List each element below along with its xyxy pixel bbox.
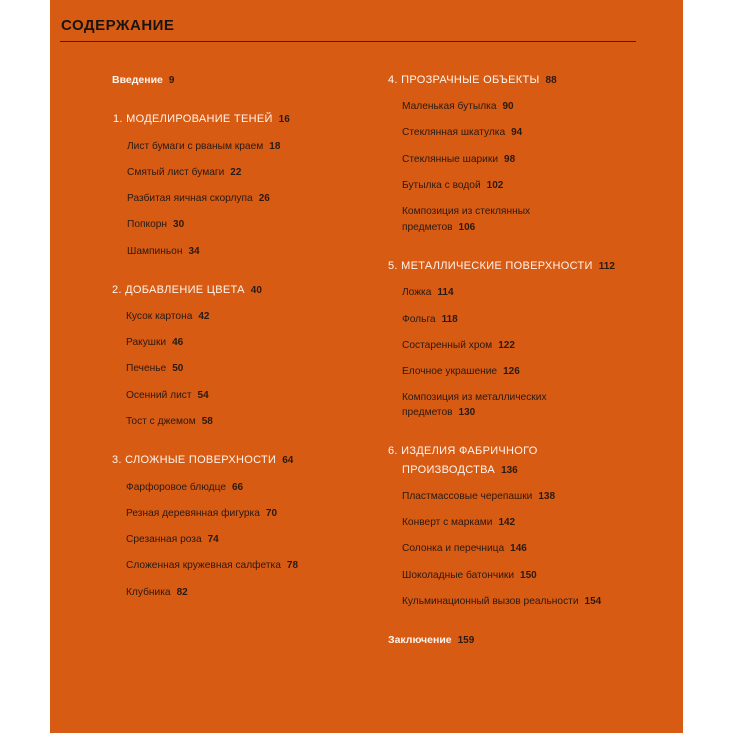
entry-page: 90 xyxy=(502,101,514,112)
entry-page: 122 xyxy=(498,340,515,351)
entry-page: 50 xyxy=(172,363,184,374)
entry-title: Кульминационный вызов реальности xyxy=(402,596,579,607)
entry-title: Стеклянная шкатулка xyxy=(402,127,506,138)
entry-page: 98 xyxy=(504,154,516,165)
toc-entry[interactable] xyxy=(126,531,219,547)
entry-title: Состаренный хром xyxy=(402,340,493,351)
entry-page: 46 xyxy=(172,337,184,348)
entry-page: 154 xyxy=(584,596,602,607)
entry-title: Разбитая яичная скорлупа xyxy=(127,193,253,204)
entry-title: Кусок картона xyxy=(126,311,193,322)
entry-title: Елочное украшение xyxy=(402,366,498,377)
toc-conclusion-title: Заключение xyxy=(388,634,452,646)
entry-page: 26 xyxy=(258,193,270,204)
entry-page: 74 xyxy=(207,534,219,545)
toc-chapter-5[interactable] xyxy=(388,258,615,274)
toc-entry[interactable] xyxy=(126,334,183,350)
toc-entry[interactable] xyxy=(402,514,515,530)
entry-page: 142 xyxy=(498,517,516,528)
entry-title: Тост с джемом xyxy=(126,416,196,427)
toc-entry-continued[interactable] xyxy=(402,404,475,420)
entry-title: Солонка и перечница xyxy=(402,543,505,554)
chapter-page: 40 xyxy=(250,285,262,296)
entry-title: Попкорн xyxy=(127,219,168,230)
entry-page: 18 xyxy=(269,141,281,152)
entry-title: Пластмассовые черепашки xyxy=(402,491,533,502)
entry-title: Шоколадные батончики xyxy=(402,570,515,581)
toc-entry[interactable] xyxy=(402,98,514,114)
entry-title: Лист бумаги с рваным краем xyxy=(127,141,264,152)
toc-entry[interactable] xyxy=(127,138,280,154)
entry-page: 126 xyxy=(503,366,520,377)
entry-page: 146 xyxy=(510,543,527,554)
toc-introduction[interactable] xyxy=(112,72,174,88)
toc-entry[interactable] xyxy=(402,567,537,583)
chapter-page: 16 xyxy=(278,114,290,125)
toc-chapter-1[interactable] xyxy=(113,111,290,127)
toc-entry[interactable] xyxy=(402,311,458,327)
entry-title: Бутылка с водой xyxy=(402,180,481,191)
toc-chapter-3[interactable] xyxy=(112,452,293,468)
toc-entry[interactable] xyxy=(126,557,298,573)
entry-title: Шампиньон xyxy=(127,246,183,257)
toc-entry[interactable] xyxy=(402,203,530,219)
toc-entry[interactable] xyxy=(126,360,183,376)
chapter-title-continued: ПРОИЗВОДСТВА xyxy=(402,464,496,476)
toc-chapter-6-continued[interactable] xyxy=(402,462,518,478)
toc-entry[interactable] xyxy=(126,505,277,521)
toc-entry[interactable] xyxy=(126,387,209,403)
toc-entry[interactable] xyxy=(402,363,520,379)
entry-page: 106 xyxy=(458,222,476,233)
entry-page: 42 xyxy=(198,311,210,322)
entry-title: Конверт с марками xyxy=(402,517,493,528)
toc-entry[interactable] xyxy=(402,284,454,300)
entry-title: Сложенная кружевная салфетка xyxy=(126,560,281,571)
toc-entry[interactable] xyxy=(402,177,503,193)
toc-entry-continued[interactable] xyxy=(402,219,475,235)
entry-page: 70 xyxy=(265,508,278,519)
entry-title-continued: предметов xyxy=(402,407,453,418)
entry-page: 138 xyxy=(538,491,556,502)
toc-entry[interactable] xyxy=(402,151,515,167)
entry-page: 82 xyxy=(176,587,188,598)
toc-introduction-page: 9 xyxy=(168,75,175,86)
entry-page: 66 xyxy=(231,482,244,493)
entry-page: 22 xyxy=(230,167,242,178)
toc-entry[interactable] xyxy=(127,190,270,206)
entry-title-continued: предметов xyxy=(402,222,453,233)
toc-entry[interactable] xyxy=(127,164,241,180)
toc-entry[interactable] xyxy=(126,584,188,600)
entry-page: 58 xyxy=(201,416,213,427)
toc-entry[interactable] xyxy=(402,389,547,405)
toc-entry[interactable] xyxy=(402,593,601,609)
toc-entry[interactable] xyxy=(127,243,200,259)
chapter-page: 136 xyxy=(501,465,518,476)
entry-title: Ракушки xyxy=(126,337,167,348)
entry-title: Композиция из стеклянных xyxy=(402,206,531,217)
chapter-page: 64 xyxy=(282,455,294,466)
entry-title: Смятый лист бумаги xyxy=(127,167,225,178)
entry-title: Печенье xyxy=(126,363,167,374)
toc-chapter-6[interactable] xyxy=(388,443,538,458)
toc-entry[interactable] xyxy=(127,216,184,232)
toc-chapter-4[interactable] xyxy=(388,72,557,88)
toc-entry[interactable] xyxy=(402,540,527,556)
entry-title: Ложка xyxy=(402,287,432,298)
entry-title: Композиция из металлических xyxy=(402,392,547,403)
chapter-page: 88 xyxy=(545,75,557,86)
entry-page: 94 xyxy=(511,127,523,138)
chapter-title: 1. МОДЕЛИРОВАНИЕ ТЕНЕЙ xyxy=(113,113,273,125)
entry-page: 78 xyxy=(286,560,299,571)
toc-chapter-2[interactable] xyxy=(112,282,262,298)
entry-title: Резная деревянная фигурка xyxy=(126,508,260,519)
entry-title: Стеклянные шарики xyxy=(402,154,499,165)
entry-title: Срезанная роза xyxy=(126,534,202,545)
chapter-title: 4. ПРОЗРАЧНЫЕ ОБЪЕКТЫ xyxy=(388,74,540,86)
entry-title: Маленькая бутылка xyxy=(402,101,497,112)
chapter-title: 6. ИЗДЕЛИЯ ФАБРИЧНОГО xyxy=(388,445,538,457)
entry-title: Фольга xyxy=(402,314,436,325)
entry-title: Клубника xyxy=(126,587,171,598)
toc-entry[interactable] xyxy=(126,308,210,324)
page-title: СОДЕРЖАНИЕ xyxy=(61,17,175,34)
entry-title: Осенний лист xyxy=(126,390,192,401)
entry-page: 34 xyxy=(188,246,200,257)
entry-page: 130 xyxy=(458,407,476,418)
toc-entry[interactable] xyxy=(402,124,522,140)
chapter-title: 2. ДОБАВЛЕНИЕ ЦВЕТА xyxy=(112,284,245,296)
entry-page: 150 xyxy=(520,570,537,581)
chapter-page: 112 xyxy=(598,261,615,272)
entry-page: 30 xyxy=(173,219,185,230)
toc-conclusion[interactable] xyxy=(388,632,474,648)
toc-entry[interactable] xyxy=(126,413,213,429)
toc-entry[interactable] xyxy=(402,337,515,353)
entry-page: 102 xyxy=(486,180,504,191)
toc-conclusion-page: 159 xyxy=(457,635,475,646)
entry-title: Фарфоровое блюдце xyxy=(126,482,226,493)
toc-introduction-title: Введение xyxy=(112,74,163,86)
toc-entry[interactable] xyxy=(126,479,243,495)
chapter-title: 3. СЛОЖНЫЕ ПОВЕРХНОСТИ xyxy=(112,454,277,466)
entry-page: 54 xyxy=(197,390,209,401)
chapter-title: 5. МЕТАЛЛИЧЕСКИЕ ПОВЕРХНОСТИ xyxy=(388,260,593,272)
entry-page: 114 xyxy=(437,287,454,298)
heading-divider xyxy=(60,41,636,42)
toc-entry[interactable] xyxy=(402,488,555,504)
entry-page: 118 xyxy=(441,314,458,325)
